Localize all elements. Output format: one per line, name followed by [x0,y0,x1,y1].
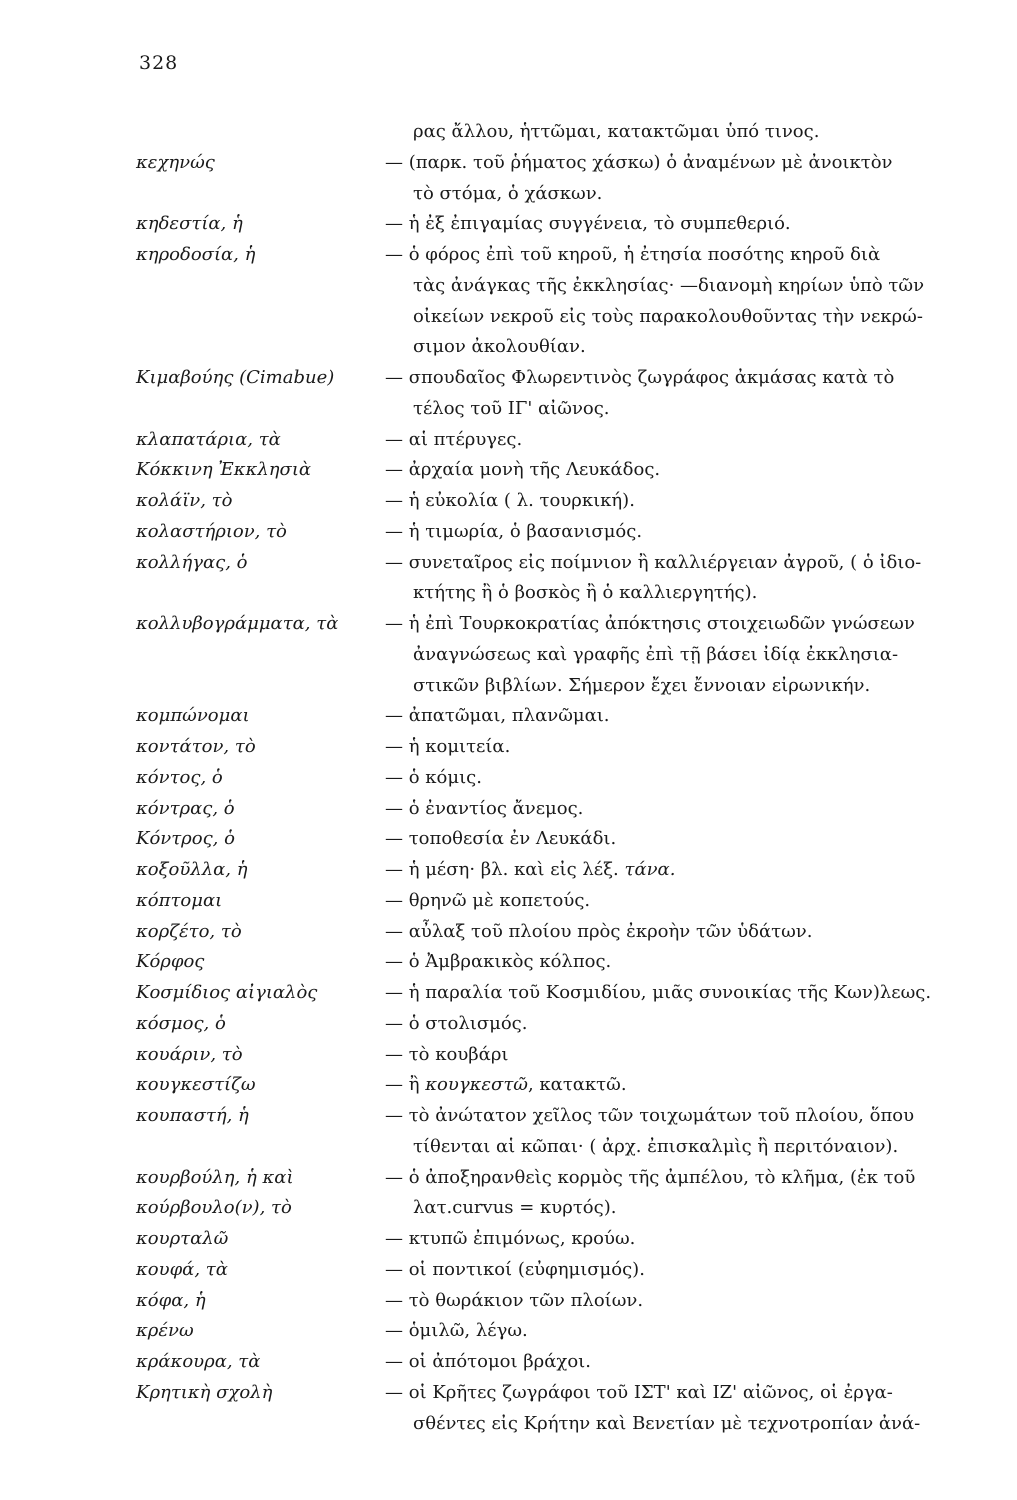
definition-text: — οἱ ἀπότομοι βράχοι. [385,1351,591,1372]
entry-definition [413,179,602,208]
entry-definition [385,1070,627,1099]
entry-term: κουρβούλη, ἡ καὶ [136,1166,294,1188]
definition-text: τίθενται αἱ κῶπαι· ( ἀρχ. ἐπισκαλμὶς ἢ περιτόναιον). [413,1135,899,1157]
entry-term: Κόντρος, ὁ [136,828,235,850]
glossary-line [136,1286,976,1315]
glossary-line [136,1255,976,1284]
entry-definition [413,332,586,361]
entry-definition [385,1163,915,1192]
definition-text: — ἡ παραλία τοῦ Κοσμιδίου, μιᾶς συνοικίας τῆς Κων)λεως. [385,982,932,1003]
entry-definition [385,209,791,238]
definition-text: τὰς ἀνάγκας τῆς ἐκκλησίας· —διανομὴ κηρίων ὑπὸ τῶν [413,274,925,296]
glossary-line [136,302,976,331]
entry-definition [385,1378,893,1407]
entry-definition [385,517,642,546]
glossary-line [136,117,976,146]
definition-italic-text: κουγκεστῶ [425,1074,528,1096]
entry-definition [385,1255,645,1284]
entry-term: κολλυβογράμματα, τὰ [136,613,339,634]
entry-definition [413,671,870,700]
glossary-line [136,640,976,669]
entry-definition [413,117,819,146]
entry-definition [385,1347,591,1376]
glossary-line [136,1132,976,1161]
entry-term: Κιμαβούης (Cimabue) [136,367,335,388]
entry-term: κουάριν, τὸ [136,1043,243,1065]
glossary-line [136,179,976,208]
definition-text: οἰκείων νεκροῦ εἰς τοὺς παρακολουθοῦντας τὴν νεκρώ- [413,305,923,327]
glossary-line [136,548,976,577]
definition-text: — κτυπῶ ἐπιμόνως, κρούω. [385,1228,636,1249]
definition-text: — τὸ ἀνώτατον χεῖλος τῶν τοιχωμάτων τοῦ πλοίου, ὅπου [385,1105,915,1126]
entry-definition [413,271,924,300]
page-number: 328 [139,52,179,74]
entry-definition [385,363,894,392]
definition-text: σθέντες εἰς Κρήτην καὶ Βενετίαν μὲ τεχνοτροπίαν ἀνά- [413,1412,921,1434]
entry-term: Κόκκινη Ἐκκλησιὰ [136,459,312,481]
glossary-line [136,824,976,853]
definition-text: — οἱ ποντικοί (εὐφημισμός). [385,1258,645,1280]
entry-term: κλαπατάρια, τὰ [136,428,281,450]
entry-term: κουπαστή, ἡ [136,1105,249,1126]
entry-definition [413,1409,920,1438]
entry-definition [385,947,611,976]
entry-definition [385,455,660,484]
glossary-line [136,917,976,946]
entry-definition [413,578,757,607]
definition-text: — ὁ ἀποξηρανθεὶς κορμὸς τῆς ἀμπέλου, τὸ κλῆμα, (ἐκ τοῦ [385,1166,916,1188]
definition-text: — τὸ κουβάρι [385,1043,509,1065]
glossary-line [136,455,976,484]
glossary-line [136,1316,976,1345]
entry-term: κοξοῦλλα, ἡ [136,859,248,880]
glossary-line [136,701,976,730]
glossary-line [136,947,976,976]
entry-term: κολλήγας, ὁ [136,551,248,573]
definition-text: — ἡ ἐπὶ Τουρκοκρατίας ἀπόκτησις στοιχειωδῶν γνώσεων [385,613,915,634]
entry-term: κοντάτον, τὸ [136,736,256,757]
entry-definition [385,978,931,1007]
entry-definition [385,763,482,792]
entry-definition [385,425,522,454]
glossary-line [136,486,976,515]
definition-text: ἀναγνώσεως καὶ γραφῆς ἐπὶ τῇ βάσει ἰδίᾳ ἐκκλησια- [413,643,899,665]
glossary-line [136,332,976,361]
glossary-line [136,148,976,177]
definition-text: — ὁ ἐναντίος ἄνεμος. [385,797,584,819]
definition-text: — ἡ εὐκολία ( λ. τουρκική). [385,490,635,511]
glossary-line [136,1163,976,1192]
entry-definition [385,548,921,577]
entry-term: Κόρφος [136,951,205,973]
entry-term: κούρβουλο(ν), τὸ [136,1197,292,1219]
glossary-line [136,394,976,423]
entry-definition [385,732,510,761]
entry-definition [385,148,892,177]
entry-definition [385,855,675,884]
glossary-line [136,1224,976,1253]
glossary-line [136,1409,976,1438]
definition-text: — ἢ [385,1074,426,1096]
entry-term: κόντρας, ὁ [136,797,235,819]
entry-term: κόντος, ὁ [136,766,223,788]
glossary-line [136,209,976,238]
glossary-line [136,578,976,607]
definition-text: — ἡ τιμωρία, ὁ βασανισμός. [385,520,643,542]
definition-text: — ὁ κόμις. [385,766,482,788]
definition-text: — οἱ Κρῆτες ζωγράφοι τοῦ ΙΣΤ' καὶ ΙΖ' αἰῶνος, οἱ ἐργα- [385,1381,893,1403]
entry-definition [413,302,923,331]
entry-term: Κοσμίδιος αἰγιαλὸς [136,982,318,1003]
entry-term: κουφά, τὰ [136,1258,228,1280]
definition-text: — αἱ πτέρυγες. [385,428,523,450]
definition-text: — σπουδαῖος Φλωρεντινὸς ζωγράφος ἀκμάσας κατὰ τὸ [385,367,895,388]
definition-text: — ἀρχαία μονὴ τῆς Λευκάδος. [385,459,661,481]
definition-text: σιμον ἀκολουθίαν. [413,336,586,358]
glossary-line [136,732,976,761]
definition-text: — ὁ φόρος ἐπὶ τοῦ κηροῦ, ἡ ἐτησία ποσότης κηροῦ διὰ [385,244,881,265]
glossary-line [136,271,976,300]
entry-definition [385,1101,914,1130]
entry-term: κομπώνομαι [136,705,250,727]
entry-definition [385,1286,643,1315]
definition-text: — ἀπατῶμαι, πλανῶμαι. [385,705,610,727]
entry-term: κηροδοσία, ἡ [136,244,256,265]
entry-term: Κρητικὴ σχολὴ [136,1381,273,1403]
definition-text: τὸ στόμα, ὁ χάσκων. [413,182,603,204]
glossary-line [136,425,976,454]
definition-text: — ἡ μέση· βλ. καὶ εἰς λέξ. [385,859,625,880]
entry-term: κορζέτο, τὸ [136,920,242,942]
glossary-line [136,1070,976,1099]
entry-term: κόσμος, ὁ [136,1012,226,1034]
entry-term: κουγκεστίζω [136,1074,256,1096]
entry-definition [413,394,610,423]
glossary-line [136,671,976,700]
definition-text: τέλος τοῦ ΙΓ' αἰῶνος. [413,397,610,419]
glossary-line [136,1347,976,1376]
definition-text: — ἡ κομιτεία. [385,736,511,757]
definition-text: — θρηνῶ μὲ κοπετούς. [385,889,591,911]
definition-trailing-text: , κατακτῶ. [527,1074,627,1096]
entry-term: κράκουρα, τὰ [136,1351,261,1372]
glossary-line [136,1378,976,1407]
glossary-line [136,1040,976,1069]
entry-definition [385,1040,508,1069]
glossary-line [136,609,976,638]
entry-definition [385,701,610,730]
entry-definition [385,1224,635,1253]
entry-term: κολαστήριον, τὸ [136,520,287,542]
glossary-line [136,886,976,915]
glossary-line [136,855,976,884]
definition-text: — συνεταῖρος εἰς ποίμνιον ἢ καλλιέργειαν ἀγροῦ, ( ὁ ἰδιο- [385,551,922,573]
entry-definition [413,640,898,669]
definition-text: — ὁμιλῶ, λέγω. [385,1320,528,1342]
entry-term: κόπτομαι [136,889,223,911]
entry-term: κρένω [136,1320,194,1342]
glossary-line [136,240,976,269]
definition-italic-text: τάνα. [624,859,676,880]
definition-text: — αὖλαξ τοῦ πλοίου πρὸς ἐκροὴν τῶν ὑδάτων. [385,920,813,942]
entry-definition [385,917,812,946]
entry-definition [385,1009,527,1038]
entry-definition [385,486,635,515]
glossary-line [136,1193,976,1222]
definition-text: ρας ἄλλου, ἡττῶμαι, κατακτῶμαι ὑπό τινος. [413,121,820,142]
glossary-line [136,517,976,546]
glossary-line [136,1009,976,1038]
entry-definition [385,1316,528,1345]
glossary-line [136,363,976,392]
definition-text: — ὁ Ἀμβρακικὸς κόλπος. [385,951,612,973]
entry-term: κουρταλῶ [136,1228,229,1249]
entry-definition [385,886,590,915]
definition-text: — ἡ ἐξ ἐπιγαμίας συγγένεια, τὸ συμπεθεριό. [385,213,791,235]
entry-definition [385,794,583,823]
entry-definition [413,1132,898,1161]
definition-text: — τὸ θωράκιον τῶν πλοίων. [385,1289,644,1311]
entry-definition [385,240,880,269]
glossary-line [136,794,976,823]
entry-definition [413,1193,616,1222]
entry-term: κόφα, ἡ [136,1289,206,1311]
glossary-line [136,1101,976,1130]
glossary-line [136,763,976,792]
definition-text: — ὁ στολισμός. [385,1012,528,1034]
entry-term: κεχηνώς [136,151,215,173]
entry-definition [385,609,915,638]
definition-text: κτήτης ἢ ὁ βοσκὸς ἢ ὁ καλλιεργητής). [413,582,758,604]
definition-text: — τοποθεσία ἐν Λευκάδι. [385,828,617,850]
entry-definition [385,824,616,853]
glossary-line [136,978,976,1007]
entry-term: κολάϊν, τὸ [136,490,233,511]
definition-text: στικῶν βιβλίων. Σήμερον ἔχει ἔννοιαν εἰρωνικήν. [413,674,871,696]
definition-text: λατ.curvus = κυρτός). [413,1197,617,1219]
entry-term: κηδεστία, ἡ [136,213,243,235]
definition-text: — (παρκ. τοῦ ῥήματος χάσκω) ὁ ἀναμένων μὲ ἀνοικτὸν [385,151,893,173]
